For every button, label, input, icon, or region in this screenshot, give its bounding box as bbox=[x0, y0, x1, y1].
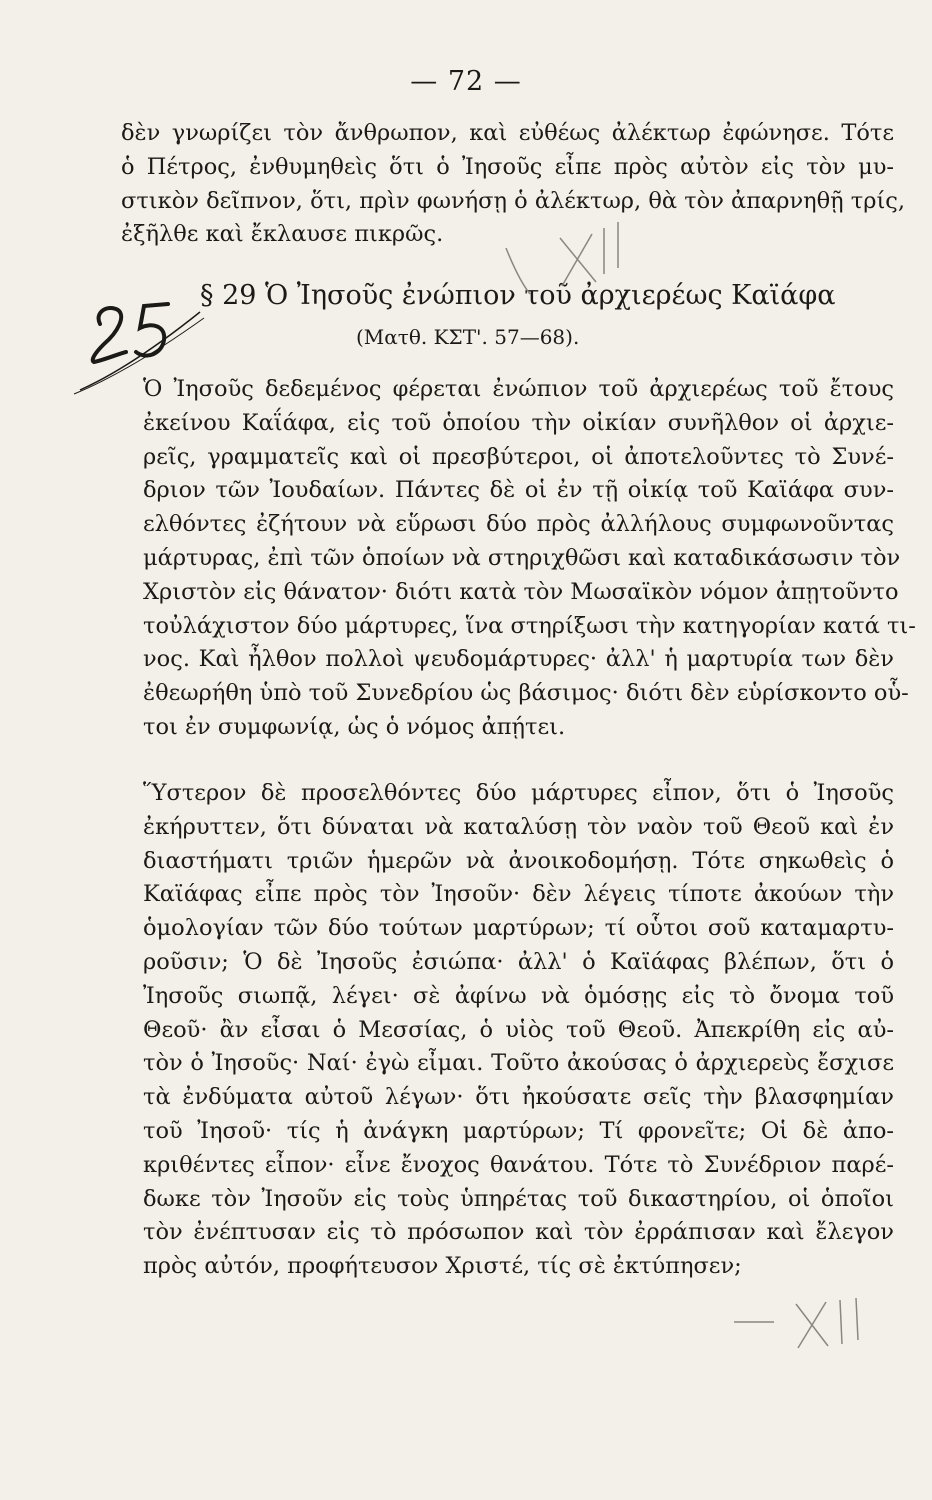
text-line: ἐξῆλθε καὶ ἔκλαυσε πικρῶς. bbox=[121, 221, 444, 248]
pencil-mark-annotation bbox=[730, 1290, 890, 1360]
text-line: δριον τῶν Ἰουδαίων. Πάντες δὲ οἱ ἐν τῇ οἰκίᾳ τοῦ Καϊάφα συν- bbox=[143, 477, 894, 504]
text-line: ελθόντες ἐζήτουν νὰ εὕρωσι δύο πρὸς ἀλλήλους συμφωνοῦντας bbox=[143, 511, 894, 538]
text-line: διαστήματι τριῶν ἡμερῶν νὰ ἀνοικοδομήσῃ. Τότε σηκωθεὶς ὁ bbox=[143, 847, 894, 874]
text-line: στικὸν δεῖπνον, ὅτι, πρὶν φωνήσῃ ὁ ἀλέκτωρ, θὰ τὸν ἀπαρνηθῇ τρίς, bbox=[121, 187, 906, 214]
text-line: ἐκήρυττεν, ὅτι δύναται νὰ καταλύσῃ τὸν ναὸν τοῦ Θεοῦ καὶ ἐν bbox=[143, 813, 894, 840]
text-line: μάρτυρας, ἐπὶ τῶν ὁποίων νὰ στηριχθῶσι καὶ καταδικάσωσιν τὸν bbox=[143, 544, 901, 571]
text-line: ἐθεωρήθη ὑπὸ τοῦ Συνεδρίου ὡς βάσιμος· διότι δὲν εὑρίσκοντο οὗ- bbox=[143, 680, 909, 707]
page-number: — 72 — bbox=[410, 66, 522, 97]
paragraph-1 bbox=[121, 117, 906, 252]
text-line: ἐκείνου Καΐάφα, εἰς τοῦ ὁποίου τὴν οἰκίαν συνῆλθον οἱ ἀρχιε- bbox=[143, 409, 894, 436]
text-line: νος. Καὶ ἦλθον πολλοὶ ψευδομάρτυρες· ἀλλ' ἡ μαρτυρία των δὲν bbox=[143, 646, 894, 673]
paragraph-2 bbox=[121, 373, 916, 745]
text-line: τοι ἐν συμφωνίᾳ, ὡς ὁ νόμος ἀπῄτει. bbox=[143, 713, 566, 740]
text-line: τὸν ἐνέπτυσαν εἰς τὸ πρόσωπον καὶ τὸν ἐρράπισαν καὶ ἔλεγον bbox=[143, 1219, 894, 1246]
text-line: Ἰησοῦς σιωπᾷ, λέγει· σὲ ἀφίνω νὰ ὁμόσῃς εἰς τὸ ὄνομα τοῦ bbox=[143, 982, 894, 1009]
text-line: ὁ Πέτρος, ἐνθυμηθεὶς ὅτι ὁ Ἰησοῦς εἶπε πρὸς αὐτὸν εἰς τὸν μυ- bbox=[121, 153, 894, 180]
text-line: δὲν γνωρίζει τὸν ἄνθρωπον, καὶ εὐθέως ἀλέκτωρ ἐφώνησε. Τότε bbox=[121, 120, 894, 146]
text-line: τὰ ἐνδύματα αὐτοῦ λέγων· ὅτι ἠκούσατε σεῖς τὴν βλασφημίαν bbox=[143, 1084, 894, 1111]
text-line: Ὕστερον δὲ προσελθόντες δύο μάρτυρες εἶπον, ὅτι ὁ Ἰησοῦς bbox=[143, 780, 894, 806]
text-line: Ὁ Ἰησοῦς δεδεμένος φέρεται ἐνώπιον τοῦ ἀρχιερέως τοῦ ἔτους bbox=[143, 376, 894, 402]
text-line: Χριστὸν εἰς θάνατον· διότι κατὰ τὸν Μωσαϊκὸν νόμον ἀπῃτοῦντο bbox=[143, 578, 899, 605]
paragraph-3 bbox=[121, 777, 894, 1284]
section-heading: § 29 Ὁ Ἰησοῦς ἐνώπιον τοῦ ἀρχιερέως Καϊάφα bbox=[200, 280, 836, 311]
text-line: πρὸς αὐτόν, προφήτευσον Χριστέ, τίς σὲ ἐκτύπησεν; bbox=[143, 1253, 742, 1280]
text-line: τὸν ὁ Ἰησοῦς· Ναί· ἐγὼ εἶμαι. Τοῦτο ἀκούσας ὁ ἀρχιερεὺς ἔσχισε bbox=[143, 1050, 894, 1077]
text-line: ὁμολογίαν τῶν δύο τούτων μαρτύρων; τί οὗτοι σοῦ καταμαρτυ- bbox=[143, 915, 894, 942]
text-line: δωκε τὸν Ἰησοῦν εἰς τοὺς ὑπηρέτας τοῦ δικαστηρίου, οἱ ὁποῖοι bbox=[143, 1185, 894, 1212]
section-reference: (Ματθ. ΚΣΤ'. 57—68). bbox=[356, 325, 580, 349]
text-line: τοὐλάχιστον δύο μάρτυρες, ἵνα στηρίξωσι τὴν κατηγορίαν κατά τι- bbox=[143, 612, 916, 639]
text-line: Θεοῦ· ἂν εἶσαι ὁ Μεσσίας, ὁ υἱὸς τοῦ Θεοῦ. Ἀπεκρίθη εἰς αὐ- bbox=[143, 1016, 894, 1043]
text-line: κριθέντες εἶπον· εἶνε ἔνοχος θανάτου. Τότε τὸ Συνέδριον παρέ- bbox=[143, 1151, 894, 1178]
text-line: τοῦ Ἰησοῦ· τίς ἡ ἀνάγκη μαρτύρων; Τί φρονεῖτε; Οἱ δὲ ἀπο- bbox=[143, 1117, 894, 1144]
text-line: ροῦσιν; Ὁ δὲ Ἰησοῦς ἐσιώπα· ἀλλ' ὁ Καϊάφας βλέπων, ὅτι ὁ bbox=[143, 948, 894, 975]
text-line: ρεῖς, γραμματεῖς καὶ οἱ πρεσβύτεροι, οἱ ἀποτελοῦντες τὸ Συνέ- bbox=[143, 443, 894, 470]
text-line: Καϊάφας εἶπε πρὸς τὸν Ἰησοῦν· δὲν λέγεις τίποτε ἀκούων τὴν bbox=[143, 881, 894, 908]
